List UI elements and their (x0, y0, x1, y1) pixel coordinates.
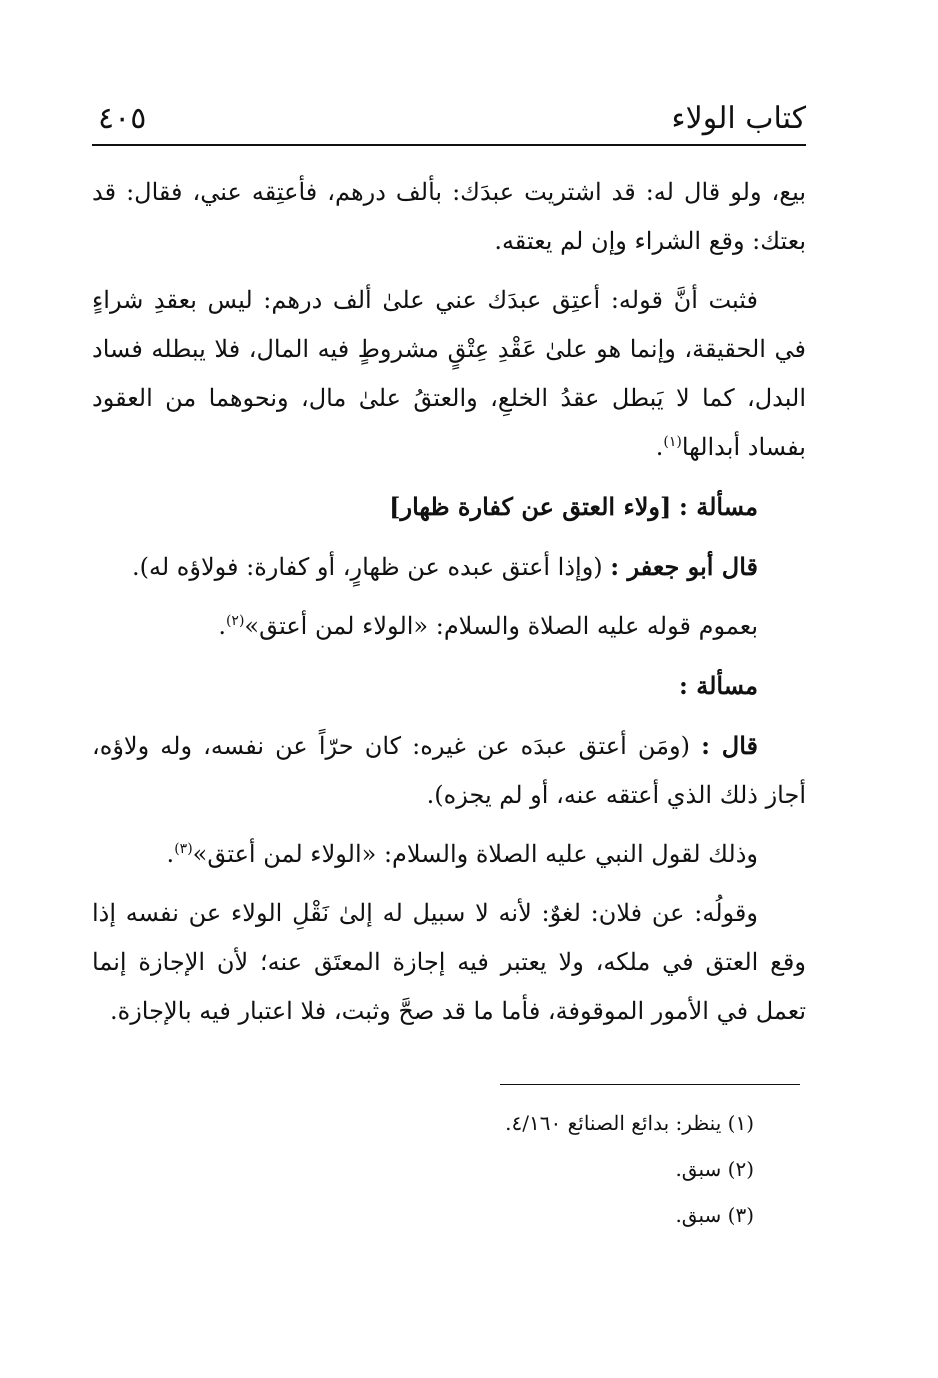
footnote: (٢) سبق. (675, 1157, 754, 1181)
chapter-title: كتاب الولاء (671, 101, 806, 136)
header-rule (92, 144, 806, 146)
paragraph-text: بعموم قوله عليه الصلاة والسلام: «الولاء لمن أعتق» (244, 612, 758, 640)
paragraph-text: وذلك لقول النبي عليه الصلاة والسلام: «الولاء لمن أعتق» (192, 840, 758, 868)
paragraph (92, 602, 806, 651)
quoted-statement (92, 721, 806, 820)
paragraph (92, 889, 806, 1036)
paragraph-continuation (92, 168, 806, 266)
issue-heading (92, 661, 806, 711)
issue-label: مسألة : (679, 671, 758, 700)
paragraph-text: وقولُه: عن فلان: لغوٌ: لأنه لا سبيل له إلىٰ نَقْلِ الولاء عن نفسه إذا وقع العتق في ملكه، ولا يعتبر فيه إجازة المعتَق عنه؛ لأن الإجازة إنما تعمل في الأمور الموقوفة، فأما ما قد صحَّ وثبت، فلا اعتبار فيه بالإجازة. (92, 899, 806, 1025)
footnote: (١) ينظر: بدائع الصنائع ٤/١٦٠. (505, 1111, 754, 1135)
paragraph-end: . (655, 433, 664, 461)
issue-title: [ولاء العتق عن كفارة ظهار] (389, 492, 672, 521)
paragraph-text: بيع، ولو قال له: قد اشتريت عبدَك: بألف درهم، فأعتِقه عني، فقال: قد بعتك: وقع الشراء وإن لم يعتقه. (92, 178, 806, 255)
paragraph-end: . (166, 840, 175, 868)
issue-heading (92, 482, 806, 532)
statement-text: (ومَن أعتق عبدَه عن غيره: كان حرّاً عن نفسه، وله ولاؤه، أجاز ذلك الذي أعتقه عنه، أو لم يجزه). (92, 732, 806, 809)
paragraph (92, 830, 806, 879)
speaker-label: قال أبو جعفر : (610, 552, 758, 581)
main-text (92, 168, 806, 1046)
speaker-label: قال : (701, 731, 758, 760)
page-number: ٤٠٥ (98, 101, 147, 136)
footnote-ref: (٢) (225, 613, 245, 629)
issue-label: مسألة : (679, 492, 758, 521)
footnote-ref: (٣) (174, 841, 193, 857)
footnote: (٣) سبق. (675, 1203, 754, 1227)
quoted-statement (92, 542, 806, 592)
paragraph (92, 276, 806, 472)
paragraph-end: . (218, 612, 226, 640)
footnote-separator (500, 1084, 800, 1085)
footnote-ref: (١) (663, 434, 682, 450)
paragraph-text: فثبت أنَّ قوله: أعتِق عبدَك عني علىٰ ألف درهم: ليس بعقدِ شراءٍ في الحقيقة، وإنما هو علىٰ عَقْدِ عِتْقٍ مشروطٍ فيه المال، فلا يبطله فساد البدل، كما لا يَبطل عقدُ الخلعِ، والعتقُ علىٰ مال، ونحوهما من العقود بفساد أبدالها (92, 286, 806, 461)
statement-text: (وإذا أعتق عبده عن ظهارٍ، أو كفارة: فولاؤه له). (131, 553, 603, 581)
footnotes (92, 1100, 754, 1238)
running-header (92, 96, 806, 144)
